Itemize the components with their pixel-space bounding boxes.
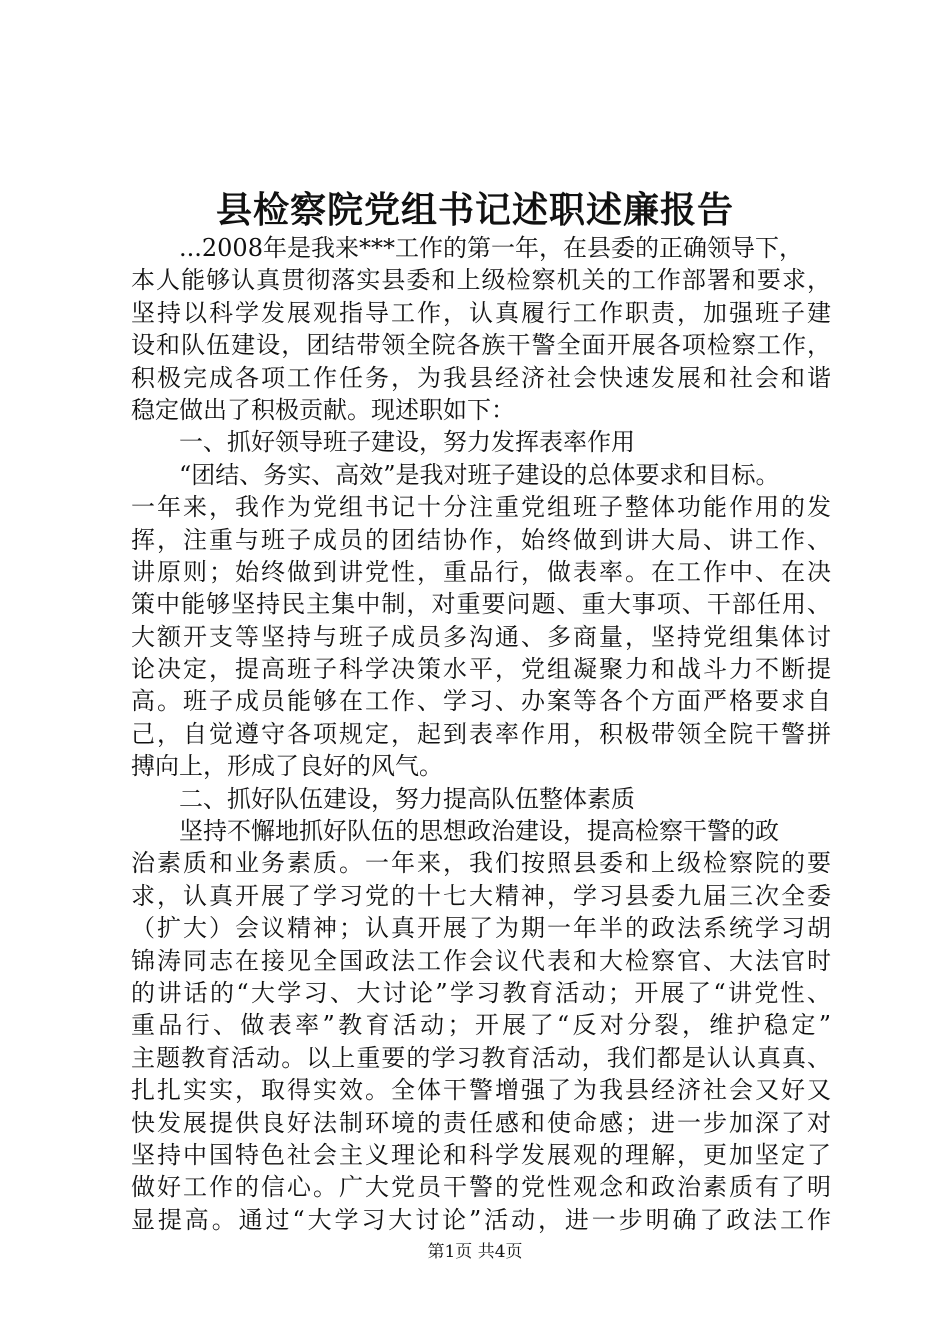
text-line: 的讲话的“大学习、大讨论”学习教育活动；开展了“讲党性、 — [131, 978, 831, 1007]
text-line: 稳定做出了积极贡献。现述职如下： — [131, 395, 515, 424]
text-line: ...2008年是我来***工作的第一年，在县委的正确领导下， — [179, 234, 803, 262]
text-line: 求，认真开展了学习党的十七大精神，学习县委九届三次全委 — [131, 881, 831, 910]
text-line: （扩大）会议精神；认真开展了为期一年半的政法系统学习胡 — [131, 914, 831, 943]
text-line: 主题教育活动。以上重要的学习教育活动，我们都是认认真真、 — [131, 1043, 831, 1072]
text-line: 显提高。通过“大学习大讨论”活动，进一步明确了政法工作 — [131, 1205, 831, 1234]
text-line: 做好工作的信心。广大党员干警的党性观念和政治素质有了明 — [131, 1173, 831, 1202]
section-heading: 二、抓好队伍建设，努力提高队伍整体素质 — [179, 784, 635, 813]
text-line: 大额开支等坚持与班子成员多沟通、多商量，坚持党组集体讨 — [131, 622, 831, 651]
text-line: 坚持以科学发展观指导工作，认真履行工作职责，加强班子建 — [131, 298, 831, 327]
text-line: 坚持中国特色社会主义理论和科学发展观的理解，更加坚定了 — [131, 1140, 831, 1169]
text-line: 扎扎实实，取得实效。全体干警增强了为我县经济社会又好又 — [131, 1076, 831, 1105]
text-line: 挥，注重与班子成员的团结协作，始终做到讲大局、讲工作、 — [131, 525, 831, 554]
text-line: 己，自觉遵守各项规定，起到表率作用，积极带领全院干警拼 — [131, 719, 831, 748]
text-line: 高。班子成员能够在工作、学习、办案等各个方面严格要求自 — [131, 687, 831, 716]
text-line: 设和队伍建设，团结带领全院各族干警全面开展各项检察工作， — [131, 331, 831, 360]
document-body — [131, 232, 831, 1236]
text-line: 论决定，提高班子科学决策水平，党组凝聚力和战斗力不断提 — [131, 655, 831, 684]
text-line: 重品行、做表率”教育活动；开展了“反对分裂，维护稳定” — [131, 1011, 831, 1040]
text-line: 一年来，我作为党组书记十分注重党组班子整体功能作用的发 — [131, 493, 831, 522]
text-line: 策中能够坚持民主集中制，对重要问题、重大事项、干部任用、 — [131, 590, 831, 619]
text-line: 积极完成各项工作任务，为我县经济社会快速发展和社会和谐 — [131, 363, 831, 392]
text-line: 本人能够认真贯彻落实县委和上级检察机关的工作部署和要求， — [131, 266, 831, 295]
text-line: 讲原则；始终做到讲党性，重品行，做表率。在工作中、在决 — [131, 557, 831, 586]
text-line: 锦涛同志在接见全国政法工作会议代表和大检察官、大法官时 — [131, 946, 831, 975]
page-number-footer: 第1页 共4页 — [427, 1242, 523, 1262]
text-line: 快发展提供良好法制环境的责任感和使命感；进一步加深了对 — [131, 1108, 831, 1137]
text-line: 治素质和业务素质。一年来，我们按照县委和上级检察院的要 — [131, 849, 831, 878]
text-line: 搏向上，形成了良好的风气。 — [131, 752, 443, 781]
section-heading: 一、抓好领导班子建设，努力发挥表率作用 — [179, 428, 635, 457]
text-line: “团结、务实、高效”是我对班子建设的总体要求和目标。 — [179, 460, 780, 489]
text-line: 坚持不懈地抓好队伍的思想政治建设，提高检察干警的政 — [179, 817, 779, 846]
document-title: 县检察院党组书记述职述廉报告 — [215, 189, 734, 231]
